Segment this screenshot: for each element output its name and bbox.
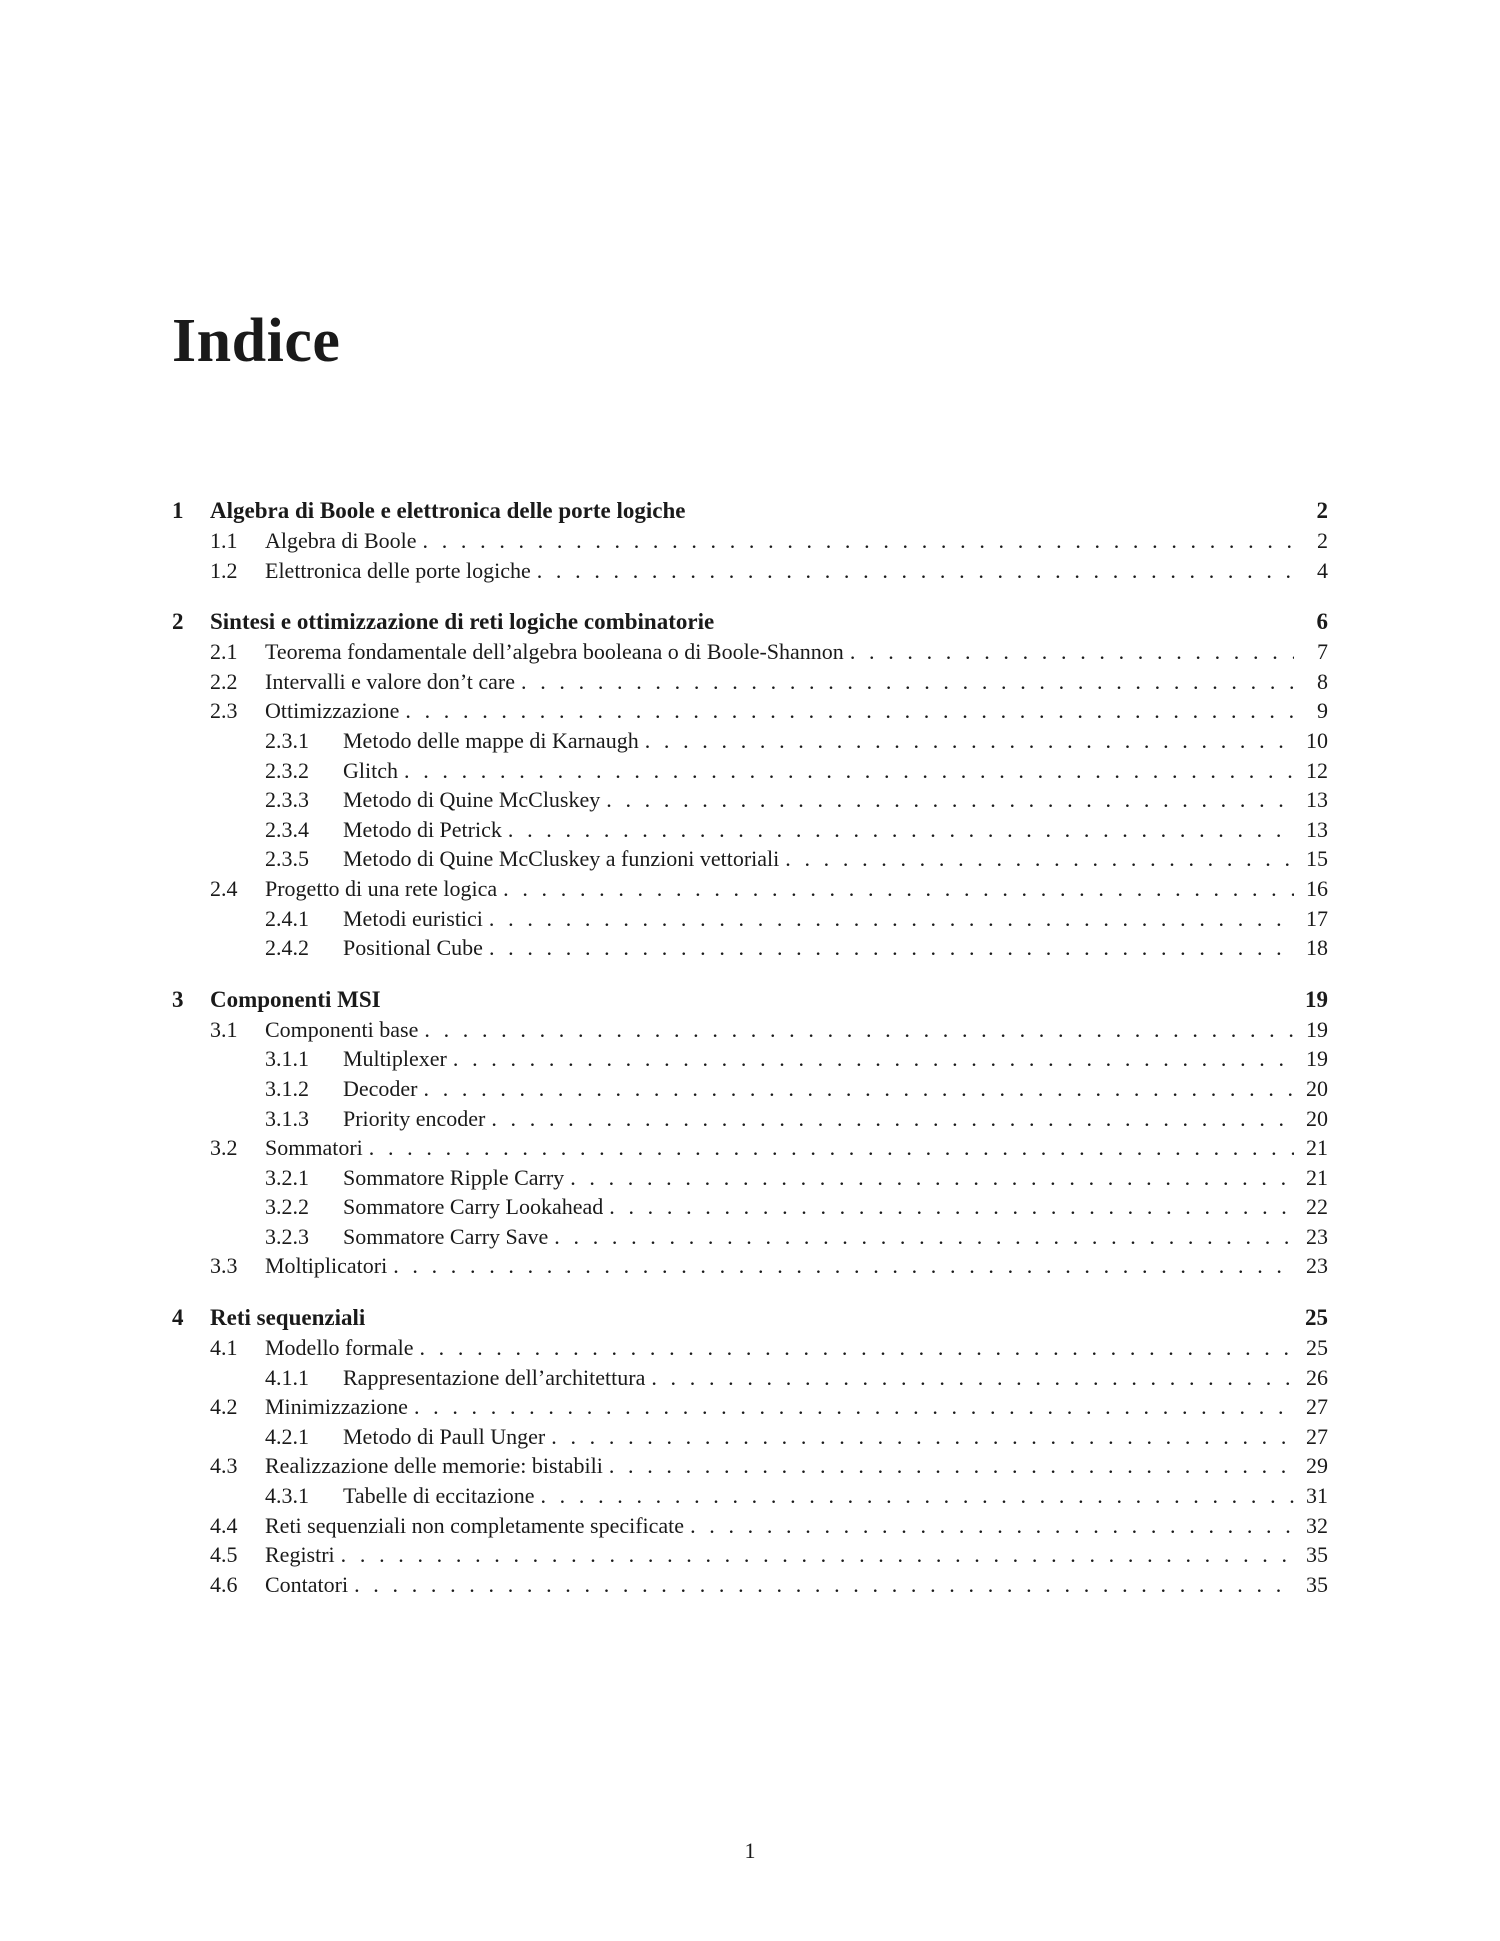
toc-entry-title: Elettronica delle porte logiche — [265, 557, 531, 583]
toc-entry-page: 18 — [1306, 935, 1328, 961]
toc-entry-title: Priority encoder — [343, 1105, 486, 1131]
toc-entry-page: 6 — [1316, 609, 1328, 635]
toc-subsection[interactable] — [172, 1422, 1328, 1452]
toc-chapter[interactable] — [172, 1303, 1328, 1333]
toc-entry-number: 3 — [172, 986, 184, 1012]
toc-entry-page: 2 — [1316, 498, 1328, 523]
toc-entry-title: Sommatore Ripple Carry — [343, 1164, 565, 1190]
toc-section[interactable] — [172, 1451, 1328, 1481]
toc-subsection[interactable] — [172, 1074, 1328, 1104]
toc-entry-number: 2.2 — [210, 668, 238, 694]
toc-entry-number: 4.3 — [210, 1453, 238, 1479]
toc-entry-number: 4 — [172, 1305, 184, 1331]
dot-leader — [609, 1451, 1294, 1481]
toc-chapter-block — [172, 985, 1328, 1281]
toc-entry-title: Metodi euristici — [343, 905, 483, 931]
toc-section[interactable] — [172, 1392, 1328, 1422]
toc-subsection[interactable] — [172, 1222, 1328, 1252]
toc-entry-title: Reti sequenziali non completamente specificate — [265, 1512, 685, 1538]
dot-leader — [341, 1540, 1294, 1570]
toc-entry-title: Registri — [265, 1542, 335, 1568]
toc-entry-number: 4.2.1 — [265, 1423, 309, 1449]
toc-entry-title: Teorema fondamentale dell’algebra booleana o di Boole-Shannon — [265, 639, 844, 665]
dot-leader — [489, 904, 1294, 934]
toc-entry-number: 2.4.2 — [265, 935, 309, 961]
toc-entry-number: 4.3.1 — [265, 1483, 309, 1509]
toc-entry-number: 2.4 — [210, 875, 238, 901]
dot-leader — [354, 1570, 1294, 1600]
toc-entry-title: Realizzazione delle memorie: bistabili — [265, 1453, 603, 1479]
toc-entry-title: Sommatore Carry Lookahead — [343, 1194, 604, 1220]
toc-chapter-block — [172, 496, 1328, 585]
dot-leader — [414, 1392, 1294, 1422]
toc-section[interactable] — [172, 1511, 1328, 1541]
toc-section[interactable] — [172, 667, 1328, 697]
toc-entry-number: 3.1.2 — [265, 1075, 309, 1101]
toc-section[interactable] — [172, 637, 1328, 667]
dot-leader — [424, 1015, 1294, 1045]
toc-entry-page: 7 — [1317, 639, 1328, 665]
toc-entry-title: Algebra di Boole — [265, 528, 417, 553]
dot-leader — [609, 1192, 1294, 1222]
toc-entry-page: 19 — [1306, 1016, 1328, 1042]
toc-subsection[interactable] — [172, 1104, 1328, 1134]
dot-leader — [491, 1104, 1294, 1134]
toc-entry-number: 4.1 — [210, 1335, 238, 1361]
toc-section[interactable] — [172, 1133, 1328, 1163]
toc-chapter-block — [172, 607, 1328, 963]
toc-entry-title: Metodo di Petrick — [343, 816, 502, 842]
dot-leader — [551, 1422, 1294, 1452]
toc-entry-title: Progetto di una rete logica — [265, 875, 498, 901]
toc-entry-title: Multiplexer — [343, 1046, 447, 1072]
toc-entry-page: 21 — [1306, 1164, 1328, 1190]
toc-entry-page: 32 — [1306, 1512, 1328, 1538]
toc-entry-title: Decoder — [343, 1075, 418, 1101]
toc-entry-title: Contatori — [265, 1571, 349, 1597]
toc-entry-number: 2.3.5 — [265, 846, 309, 872]
toc-entry-number: 3.2.3 — [265, 1223, 309, 1249]
toc-entry-number: 2.3.4 — [265, 816, 309, 842]
toc-entry-number: 4.1.1 — [265, 1364, 309, 1390]
toc-entry-page: 27 — [1306, 1394, 1328, 1420]
toc-entry-title: Componenti base — [265, 1016, 419, 1042]
toc-entry-page: 26 — [1306, 1364, 1328, 1390]
toc-entry-title: Metodo delle mappe di Karnaugh — [343, 727, 639, 753]
dot-leader — [419, 1333, 1294, 1363]
toc-subsection[interactable] — [172, 1192, 1328, 1222]
toc-entry-number: 3.1.1 — [265, 1046, 309, 1072]
dot-leader — [690, 1511, 1294, 1541]
toc-entry-number: 4.4 — [210, 1512, 238, 1538]
toc-entry-page: 22 — [1306, 1194, 1328, 1220]
toc-subsection[interactable] — [172, 933, 1328, 963]
toc-section[interactable] — [172, 556, 1328, 586]
toc-entry-title: Algebra di Boole e elettronica delle porte logiche — [210, 498, 686, 523]
toc-entry-title: Metodo di Paull Unger — [343, 1423, 546, 1449]
dot-leader — [404, 756, 1294, 786]
toc-entry-page: 8 — [1317, 668, 1328, 694]
toc-entry-page: 19 — [1305, 986, 1328, 1012]
toc-entry-title: Rappresentazione dell’architettura — [343, 1364, 646, 1390]
toc-entry-page: 35 — [1306, 1542, 1328, 1568]
toc-subsection[interactable] — [172, 904, 1328, 934]
toc-entry-page: 23 — [1306, 1223, 1328, 1249]
toc-entry-number: 1 — [172, 498, 184, 523]
dot-leader — [393, 1251, 1294, 1281]
dot-leader — [651, 1363, 1294, 1393]
toc-entry-page: 19 — [1306, 1046, 1328, 1072]
toc-section[interactable] — [172, 1570, 1328, 1600]
toc-entry-title: Modello formale — [265, 1335, 414, 1361]
toc-entry-title: Sommatore Carry Save — [343, 1223, 549, 1249]
toc-entry-number: 3.2 — [210, 1135, 238, 1161]
toc-entry-page: 17 — [1306, 905, 1328, 931]
toc-subsection[interactable] — [172, 785, 1328, 815]
toc-subsection[interactable] — [172, 756, 1328, 786]
toc-entry-number: 1.1 — [210, 528, 238, 553]
toc-chapter[interactable] — [172, 496, 1328, 526]
toc-entry-page: 13 — [1306, 787, 1328, 813]
toc-entry-page: 20 — [1306, 1105, 1328, 1131]
dot-leader — [521, 667, 1294, 697]
toc-section[interactable] — [172, 1251, 1328, 1281]
dot-leader — [850, 637, 1294, 667]
toc-entry-title: Glitch — [343, 757, 398, 783]
toc-entry-title: Metodo di Quine McCluskey — [343, 787, 601, 813]
toc-entry-title: Intervalli e valore don’t care — [265, 668, 516, 694]
dot-leader — [423, 526, 1294, 556]
toc-entry-page: 9 — [1317, 698, 1328, 724]
toc-entry-number: 2.3.1 — [265, 727, 309, 753]
toc-entry-page: 23 — [1306, 1253, 1328, 1279]
toc-subsection[interactable] — [172, 844, 1328, 874]
dot-leader — [424, 1074, 1294, 1104]
toc-subsection[interactable] — [172, 1363, 1328, 1393]
toc-entry-page: 4 — [1317, 557, 1328, 583]
toc-entry-title: Metodo di Quine McCluskey a funzioni vettoriali — [343, 846, 780, 872]
toc-entry-number: 2.3.3 — [265, 787, 309, 813]
dot-leader — [489, 933, 1294, 963]
dot-leader — [606, 785, 1294, 815]
toc-section[interactable] — [172, 874, 1328, 904]
toc-entry-number: 2.3.2 — [265, 757, 309, 783]
page-number: 1 — [744, 1838, 756, 1863]
toc-entry-number: 4.6 — [210, 1571, 238, 1597]
toc-entry-title: Reti sequenziali — [210, 1305, 366, 1331]
dot-leader — [554, 1222, 1294, 1252]
toc-entry-page: 21 — [1306, 1135, 1328, 1161]
dot-leader — [503, 874, 1294, 904]
toc-entry-page: 31 — [1306, 1483, 1328, 1509]
toc-chapter[interactable] — [172, 985, 1328, 1015]
table-of-contents — [172, 496, 1328, 1621]
toc-entry-page: 16 — [1306, 875, 1328, 901]
dot-leader — [645, 726, 1294, 756]
toc-entry-page: 20 — [1306, 1075, 1328, 1101]
toc-subsection[interactable] — [172, 815, 1328, 845]
toc-entry-number: 2.3 — [210, 698, 238, 724]
toc-entry-page: 29 — [1306, 1453, 1328, 1479]
toc-entry-page: 12 — [1306, 757, 1328, 783]
toc-subsection[interactable] — [172, 1481, 1328, 1511]
dot-leader — [508, 815, 1294, 845]
toc-section[interactable] — [172, 1333, 1328, 1363]
toc-entry-page: 27 — [1306, 1423, 1328, 1449]
toc-entry-number: 2 — [172, 609, 184, 635]
toc-entry-number: 1.2 — [210, 557, 238, 583]
dot-leader — [785, 844, 1294, 874]
toc-entry-page: 2 — [1317, 528, 1328, 553]
toc-entry-title: Componenti MSI — [210, 986, 381, 1012]
toc-section[interactable] — [172, 696, 1328, 726]
toc-entry-title: Moltiplicatori — [265, 1253, 388, 1279]
dot-leader — [570, 1163, 1294, 1193]
toc-entry-title: Positional Cube — [343, 935, 483, 961]
toc-subsection[interactable] — [172, 1044, 1328, 1074]
toc-entry-title: Sommatori — [265, 1135, 363, 1161]
toc-entry-number: 3.2.1 — [265, 1164, 309, 1190]
toc-entry-page: 15 — [1306, 846, 1328, 872]
dot-leader — [453, 1044, 1294, 1074]
toc-entry-page: 25 — [1306, 1335, 1328, 1361]
page-title: Indice — [172, 307, 341, 375]
toc-subsection[interactable] — [172, 1163, 1328, 1193]
toc-entry-number: 3.3 — [210, 1253, 238, 1279]
toc-section[interactable] — [172, 526, 1328, 556]
toc-entry-number: 2.4.1 — [265, 905, 309, 931]
toc-entry-number: 3.1 — [210, 1016, 238, 1042]
toc-subsection[interactable] — [172, 726, 1328, 756]
dot-leader — [537, 556, 1294, 586]
toc-entry-title: Ottimizzazione — [265, 698, 400, 724]
toc-entry-page: 13 — [1306, 816, 1328, 842]
toc-chapter-block — [172, 1303, 1328, 1599]
toc-section[interactable] — [172, 1540, 1328, 1570]
toc-entry-title: Tabelle di eccitazione — [343, 1483, 535, 1509]
toc-entry-number: 4.2 — [210, 1394, 238, 1420]
toc-entry-number: 2.1 — [210, 639, 238, 665]
toc-entry-page: 25 — [1305, 1305, 1328, 1331]
dot-leader — [405, 696, 1294, 726]
toc-entry-page: 10 — [1306, 727, 1328, 753]
toc-chapter[interactable] — [172, 607, 1328, 637]
dot-leader — [369, 1133, 1294, 1163]
toc-entry-number: 3.1.3 — [265, 1105, 309, 1131]
toc-entry-title: Minimizzazione — [265, 1394, 408, 1420]
toc-entry-title: Sintesi e ottimizzazione di reti logiche combinatorie — [210, 609, 715, 635]
dot-leader — [540, 1481, 1294, 1511]
toc-entry-number: 3.2.2 — [265, 1194, 309, 1220]
toc-entry-page: 35 — [1306, 1571, 1328, 1597]
toc-entry-number: 4.5 — [210, 1542, 238, 1568]
toc-section[interactable] — [172, 1015, 1328, 1045]
